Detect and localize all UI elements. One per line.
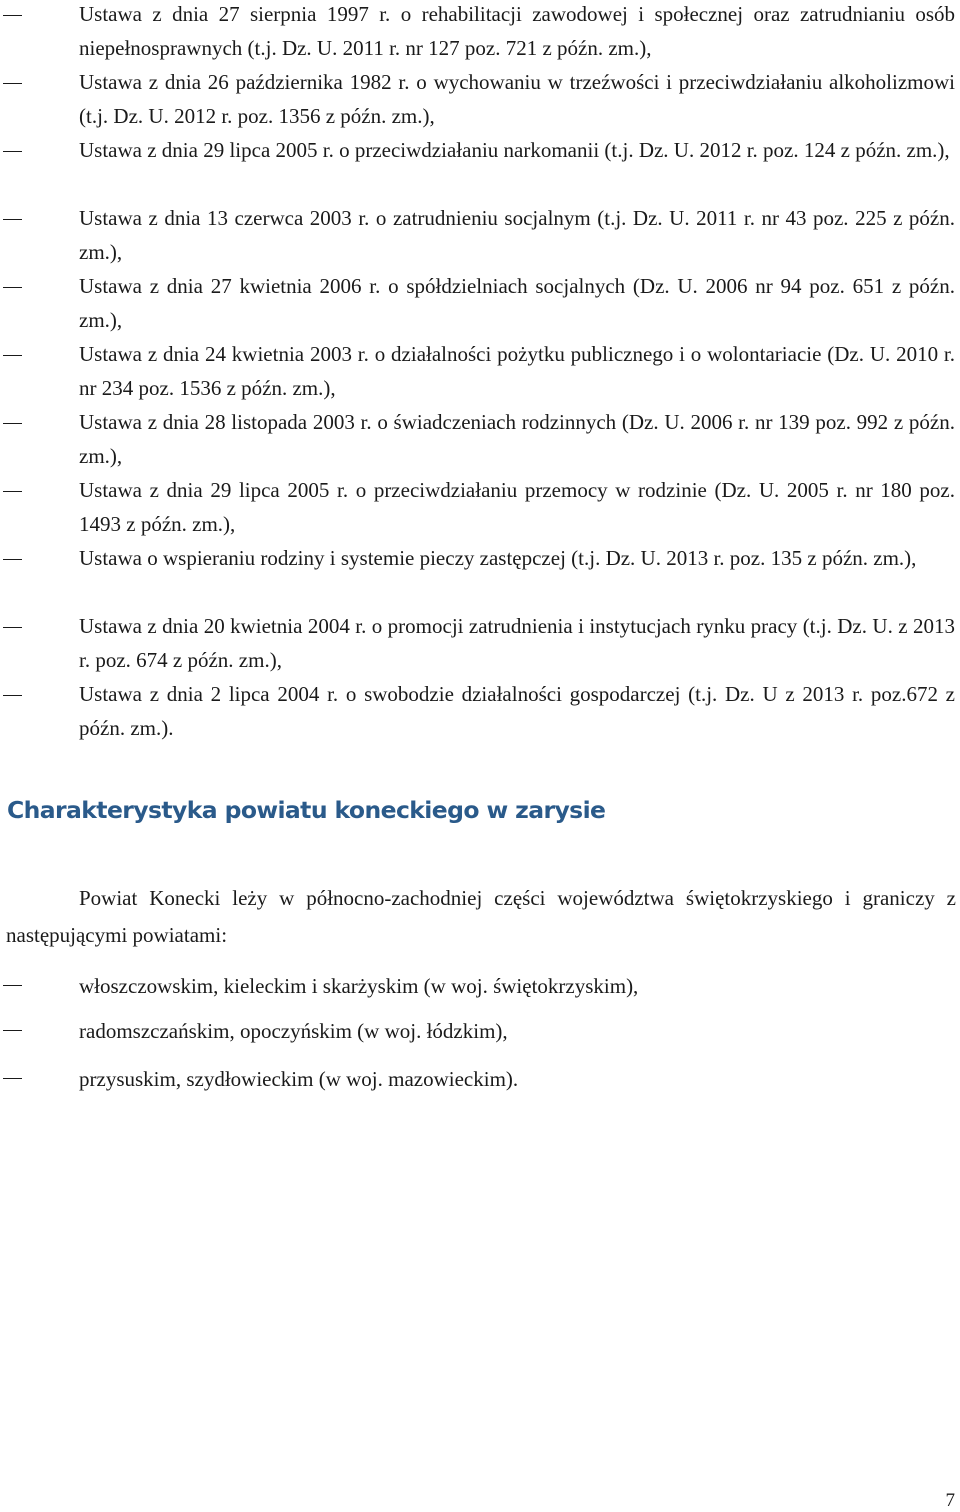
dash-bullet [3, 15, 22, 16]
dash-bullet [3, 985, 22, 986]
dash-bullet [3, 491, 22, 492]
list-item-text: Ustawa z dnia 28 listopada 2003 r. o świadczeniach rodzinnych (Dz. U. 2006 r. nr 139 poz. 992 z późn. zm.), [79, 410, 955, 468]
dash-bullet [3, 1030, 22, 1031]
dash-bullet [3, 287, 22, 288]
dash-bullet [3, 219, 22, 220]
list-item-text: Ustawa z dnia 13 czerwca 2003 r. o zatrudnieniu socjalnym (t.j. Dz. U. 2011 r. nr 43 poz. 225 z późn. zm.), [79, 206, 955, 264]
list-item-text: Ustawa z dnia 29 lipca 2005 r. o przeciwdziałaniu narkomanii (t.j. Dz. U. 2012 r. poz. 124 z późn. zm.), [79, 138, 950, 162]
list-item-text: Ustawa z dnia 2 lipca 2004 r. o swobodzie działalności gospodarczej (t.j. Dz. U z 2013 r. poz.672 z późn. zm.). [79, 682, 955, 740]
list-item-text: Ustawa z dnia 27 kwietnia 2006 r. o spółdzielniach socjalnych (Dz. U. 2006 nr 94 poz. 651 z późn. zm.), [79, 274, 955, 332]
section-heading: Charakterystyka powiatu koneckiego w zarysie [7, 796, 606, 824]
list-item-text: Ustawa o wspieraniu rodziny i systemie pieczy zastępczej (t.j. Dz. U. 2013 r. poz. 135 z późn. zm.), [79, 546, 917, 570]
dash-bullet [3, 355, 22, 356]
list-item-text: Ustawa z dnia 20 kwietnia 2004 r. o promocji zatrudnienia i instytucjach rynku pracy (t.j. Dz. U. z 2013 r. poz. 674 z późn. zm.), [79, 614, 955, 672]
list-item-text: Ustawa z dnia 24 kwietnia 2003 r. o działalności pożytku publicznego i o wolontariacie (Dz. U. 2010 r. nr 234 poz. 1536 z późn. zm.), [79, 342, 955, 400]
list-item-text: Ustawa z dnia 29 lipca 2005 r. o przeciwdziałaniu przemocy w rodzinie (Dz. U. 2005 r. nr 180 poz. 1493 z późn. zm.), [79, 478, 955, 536]
list-item-text: Ustawa z dnia 26 października 1982 r. o wychowaniu w trzeźwości i przeciwdziałaniu alkoholizmowi (t.j. Dz. U. 2012 r. poz. 1356 z późn. zm.), [79, 70, 955, 128]
list-item-text: włoszczowskim, kieleckim i skarżyskim (w woj. świętokrzyskim), [79, 974, 639, 998]
dash-bullet [3, 559, 22, 560]
dash-bullet [3, 423, 22, 424]
dash-bullet [3, 627, 22, 628]
dash-bullet [3, 151, 22, 152]
list-item-text: przysuskim, szydłowieckim (w woj. mazowieckim). [79, 1067, 519, 1091]
body-paragraph: Powiat Konecki leży w północno-zachodniej części województwa świętokrzyskiego i graniczy z następującymi powiatami: [6, 886, 956, 947]
dash-bullet [3, 1078, 22, 1079]
list-item-text: Ustawa z dnia 27 sierpnia 1997 r. o rehabilitacji zawodowej i społecznej oraz zatrudnianiu osób niepełnosprawnych (t.j. Dz. U. 2011 r. nr 127 poz. 721 z późn. zm.), [79, 2, 955, 60]
dash-bullet [3, 83, 22, 84]
page-number: 7 [945, 1490, 955, 1511]
list-item-text: radomszczańskim, opoczyńskim (w woj. łódzkim), [79, 1019, 508, 1043]
dash-bullet [3, 695, 22, 696]
